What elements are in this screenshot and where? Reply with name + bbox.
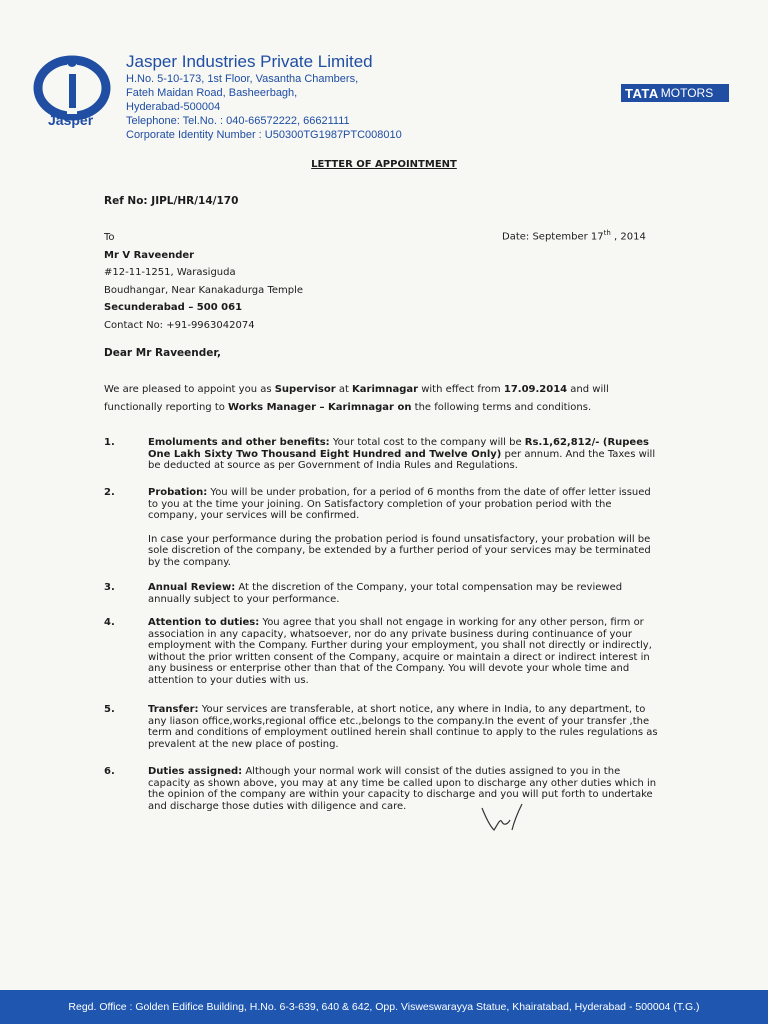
tata-motors-logo [621, 84, 729, 102]
salutation: Dear Mr Raveender, [104, 347, 222, 359]
term-duties-assigned [104, 766, 664, 812]
work-location: Karimnagar [352, 384, 419, 395]
date-suffix: th [603, 229, 611, 237]
company-cin: Corporate Identity Number : U50300TG1987PTC008010 [126, 129, 402, 141]
to-label: To [104, 232, 115, 243]
logo-wordmark: Jasper [48, 112, 94, 128]
tata-logo-text: TATA [625, 85, 659, 101]
intro-text: We are pleased to appoint you as [104, 384, 275, 395]
term-number: 1. [104, 437, 115, 448]
term-text: Your total cost to the company will be [329, 437, 525, 448]
term-number: 2. [104, 487, 115, 498]
salary-amount: Rs.1,62,812/- (Rupees One Lakh Sixty Two Thousand Eight Hundred and Twelve Only) [148, 437, 649, 460]
term-heading: Duties assigned: [148, 766, 243, 777]
recipient-address-line: #12-11-1251, Warasiguda [104, 267, 236, 278]
motors-logo-text: MOTORS [660, 86, 714, 100]
intro-text: on [394, 402, 412, 413]
recipient-address-line: Boudhangar, Near Kanakadurga Temple [104, 284, 304, 296]
company-telephone: Telephone: Tel.No. : 040-66572222, 66621111 [126, 115, 350, 127]
intro-text: with effect from [418, 384, 504, 395]
company-info [126, 52, 402, 142]
term-text: per annum. And the Taxes will be deducted at source as per Government of India Rules and Regulations. [148, 448, 656, 471]
intro-text: at [335, 384, 353, 395]
recipient-name: Mr V Raveender [104, 249, 195, 261]
term-heading: Transfer: [148, 704, 199, 715]
date-year: , 2014 [610, 231, 646, 243]
term-text: You agree that you shall not engage in working for any other person, firm or association in any capacity, whatsoever, nor do any private business during continuance of your employment with the Company. Further during your employment, you shall not directly or indirectly, without the prior written consent of the Company, acquire or maintain a direct or indirect interest in any business or enterprise other than that of the Company. You will devote your whole time and attention to your duties with us. [148, 617, 652, 686]
company-address-line: H.No. 5-10-173, 1st Floor, Vasantha Chambers, [126, 73, 359, 85]
reporting-manager: Works Manager – Karimnagar [228, 402, 394, 413]
recipient-city: Secunderabad – 500 061 [104, 302, 243, 313]
intro-text: the following terms and conditions. [411, 402, 592, 413]
term-number: 4. [104, 617, 115, 628]
intro-text: and will functionally reporting to [104, 384, 609, 413]
term-text: Your services are transferable, at short notice, any where in India, to any department, to any liason office,works,regional office etc.,belongs to the company.In the event of your transfer ,the term and conditions of employment outlined herein shall continue to apply to the rules regulations as prevalent at the new place of posting. [148, 704, 658, 750]
term-text: Although your normal work will consist of the duties assigned to you in the capacity as shown above, you may at any time be called upon to discharge any other duties which in the opinion of the company are within your capacity to discharge and you will put forth to undertake and discharge those duties with diligence and care. [148, 766, 657, 812]
term-number: 3. [104, 582, 115, 593]
recipient-contact: Contact No: +91-9963042074 [104, 319, 255, 331]
term-heading: Attention to duties: [148, 617, 260, 628]
term-text: In case your performance during the probation period is found unsatisfactory, your probation will be sole discretion of the company, be extended by a further period of your services may be terminated by the company. [148, 533, 651, 568]
term-heading: Probation: [148, 487, 208, 498]
intro-paragraph [104, 381, 664, 417]
term-number: 6. [104, 766, 115, 777]
term-heading: Emoluments and other benefits: [148, 437, 330, 448]
letter-date [502, 229, 646, 242]
date-text: Date: September 17 [502, 231, 604, 243]
start-date: 17.09.2014 [503, 384, 568, 395]
term-transfer [104, 704, 664, 750]
term-emoluments [104, 437, 664, 472]
term-number: 5. [104, 704, 115, 715]
term-probation [104, 487, 664, 568]
position-title: Supervisor [274, 384, 336, 395]
term-attention-to-duties [104, 617, 664, 686]
term-text: You will be under probation, for a period of 6 months from the date of offer letter issued to you at the time your joining. On Satisfactory completion of your probation period with the company, your services will be confirmed. [148, 487, 651, 521]
term-heading: Annual Review: [148, 582, 236, 593]
registered-office-footer: Regd. Office : Golden Edifice Building, H.No. 6-3-639, 640 & 642, Opp. Visweswarayya Statue, Khairatabad, Hyderabad - 500004 (T.G.) [0, 990, 768, 1024]
reference-number: Ref No: JIPL/HR/14/170 [104, 195, 239, 207]
term-annual-review [104, 582, 664, 605]
recipient-address [104, 229, 303, 334]
company-address-line: Fateh Maidan Road, Basheerbagh, [126, 87, 298, 99]
letter-title: LETTER OF APPOINTMENT [311, 159, 457, 170]
handwritten-initials-icon [478, 800, 524, 836]
company-address-line: Hyderabad-500004 [126, 101, 221, 113]
company-name: Jasper Industries Private Limited [126, 52, 373, 71]
term-text: At the discretion of the Company, your total compensation may be reviewed annually subject to your performance. [148, 582, 623, 605]
